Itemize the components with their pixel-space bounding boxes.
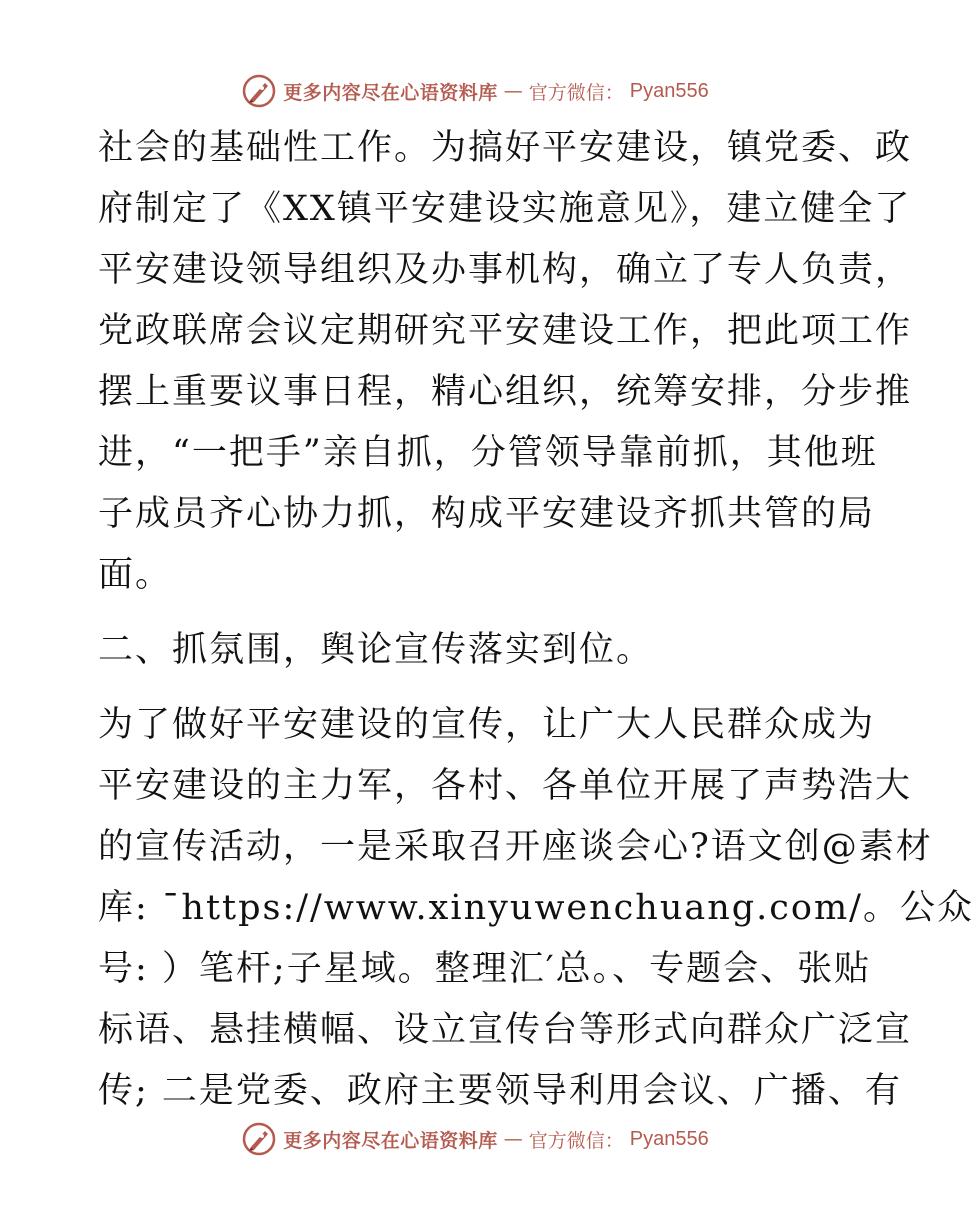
- text-line: 的宣传活动，一是采取召开座谈会心?语文创@素材: [98, 827, 933, 867]
- watermark-wechat-id: Pyan556: [629, 79, 709, 102]
- pen-logo-icon: [241, 73, 277, 109]
- text-line: 库: ¯https://www.xinyuwenchuang.com/。公众: [98, 888, 974, 928]
- section-heading: 二、抓氛围，舆论宣传落实到位。: [98, 630, 654, 670]
- text-line: 面。: [98, 555, 173, 595]
- watermark-official-label: 官方微信：: [528, 1129, 624, 1152]
- header-watermark: [0, 71, 950, 111]
- watermark-brand: 更多内容尽在心语资料库: [283, 1129, 498, 1152]
- watermark-official-label: 官方微信：: [528, 81, 624, 104]
- paragraph-2: [98, 695, 974, 1122]
- text-line: 平安建设领导组织及办事机构，确立了专人负责，: [98, 250, 913, 290]
- watermark-dash: —: [503, 1128, 523, 1150]
- text-line: 进，“一把手”亲自抓，分管领导靠前抓，其他班: [98, 433, 878, 473]
- text-line: 社会的基础性工作。为搞好平安建设，镇党委、政: [98, 128, 913, 168]
- text-line: 传; 二是党委、政府主要领导利用会议、广播、有: [98, 1071, 902, 1111]
- paragraph-1: [98, 118, 913, 606]
- text-line: 摆上重要议事日程，精心组织，统筹安排，分步推: [98, 372, 913, 412]
- document-body: [98, 118, 974, 1122]
- text-line: 为了做好平安建设的宣传，让广大人民群众成为: [98, 705, 876, 745]
- pen-logo-icon: [241, 1121, 277, 1157]
- text-line: 子成员齐心协力抓，构成平安建设齐抓共管的局: [98, 494, 876, 534]
- text-line: 党政联席会议定期研究平安建设工作，把此项工作: [98, 311, 913, 351]
- text-line: 府制定了《XX镇平安建设实施意见》，建立健全了: [98, 189, 912, 229]
- watermark-brand: 更多内容尽在心语资料库: [283, 81, 498, 104]
- footer-watermark: [0, 1119, 950, 1159]
- text-line: 号: ）笔杆;子星域。整理汇′总。、专题会、张贴: [98, 949, 872, 989]
- text-line: 标语、悬挂横幅、设立宣传台等形式向群众广泛宣: [98, 1010, 913, 1050]
- watermark-dash: —: [503, 80, 523, 102]
- watermark-wechat-id: Pyan556: [629, 1127, 709, 1150]
- text-line: 平安建设的主力军，各村、各单位开展了声势浩大: [98, 766, 913, 806]
